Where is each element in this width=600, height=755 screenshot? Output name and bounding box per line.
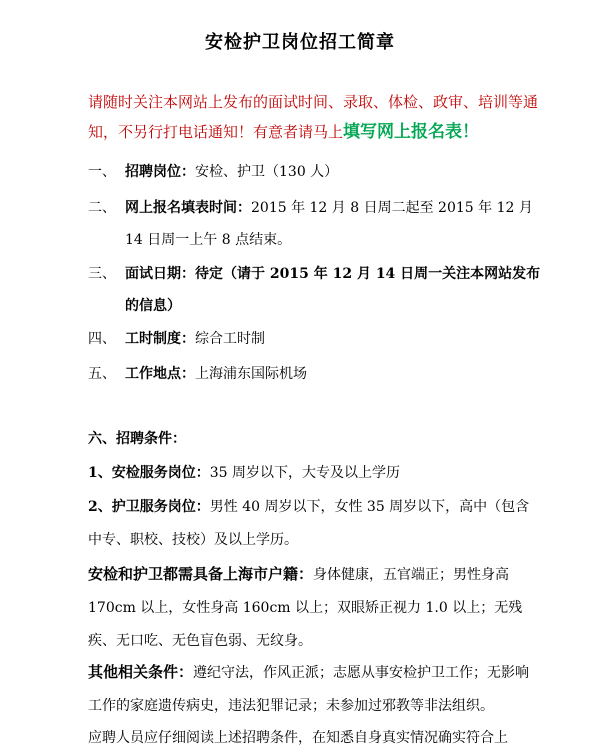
item-label: 面试日期： (125, 266, 195, 282)
condition-security (88, 457, 538, 490)
condition-final-line: 应聘人员应仔细阅读上述招聘条件，在知悉自身真实情况确实符合上 (88, 730, 508, 746)
conditions-heading: 六、招聘条件： (88, 431, 186, 447)
register-link-text[interactable]: 填写网上报名表！ (343, 122, 480, 142)
item-value: 上海浦东国际机场 (195, 366, 307, 382)
item-number: 四、 (88, 331, 116, 347)
page-title: 安检护卫岗位招工简章 (205, 32, 395, 53)
item-label: 招聘岗位： (125, 164, 195, 180)
item-label: 工作地点： (125, 366, 195, 382)
item-value: 安检、护卫（130 人） (195, 164, 339, 180)
condition-label: 2、护卫服务岗位： (88, 499, 210, 515)
item-number: 二、 (88, 200, 116, 216)
condition-value: 遵纪守法，作风正派；志愿从事安检护卫工作；无影响工作的家庭遗传病史，违法犯罪记录；未参加过邪教等非法组织。 (88, 665, 530, 714)
item-label: 网上报名填表时间： (125, 200, 251, 216)
notice-paragraph (88, 87, 543, 147)
condition-label: 其他相关条件： (88, 663, 194, 681)
condition-value: 男性 40 周岁以下，女性 35 周岁以下，高中（包含中专、职校、技校）及以上学历。 (88, 499, 530, 548)
condition-label: 安检和护卫都需具备上海市户籍： (88, 565, 314, 583)
item-value: 2015 年 12 月 8 日周二起至 2015 年 12 月 14 日周一上午 8 点结束。 (125, 200, 533, 248)
notice-text: 请随时关注本网站上发布的面试时间、录取、体检、政审、培训等通知，不另行打电话通知！有意者请马上 (88, 93, 539, 141)
condition-label: 1、安检服务岗位： (88, 465, 210, 481)
item-number: 三、 (88, 266, 116, 282)
condition-other (88, 656, 538, 723)
condition-common (88, 558, 538, 658)
condition-guard (88, 491, 538, 557)
item-value: 综合工时制 (195, 331, 265, 347)
condition-value: 身体健康，五官端正；男性身高 170cm 以上，女性身高 160cm 以上；双眼矫正视力 1.0 以上；无残疾、无口吃、无色盲色弱、无纹身。 (88, 567, 523, 649)
item-label: 工时制度： (125, 331, 195, 347)
item-value: 待定（请于 2015 年 12 月 14 日周一关注本网站发布的信息） (125, 266, 541, 314)
item-number: 一、 (88, 164, 116, 180)
item-number: 五、 (88, 366, 116, 382)
condition-value: 35 周岁以下，大专及以上学历 (209, 465, 401, 481)
